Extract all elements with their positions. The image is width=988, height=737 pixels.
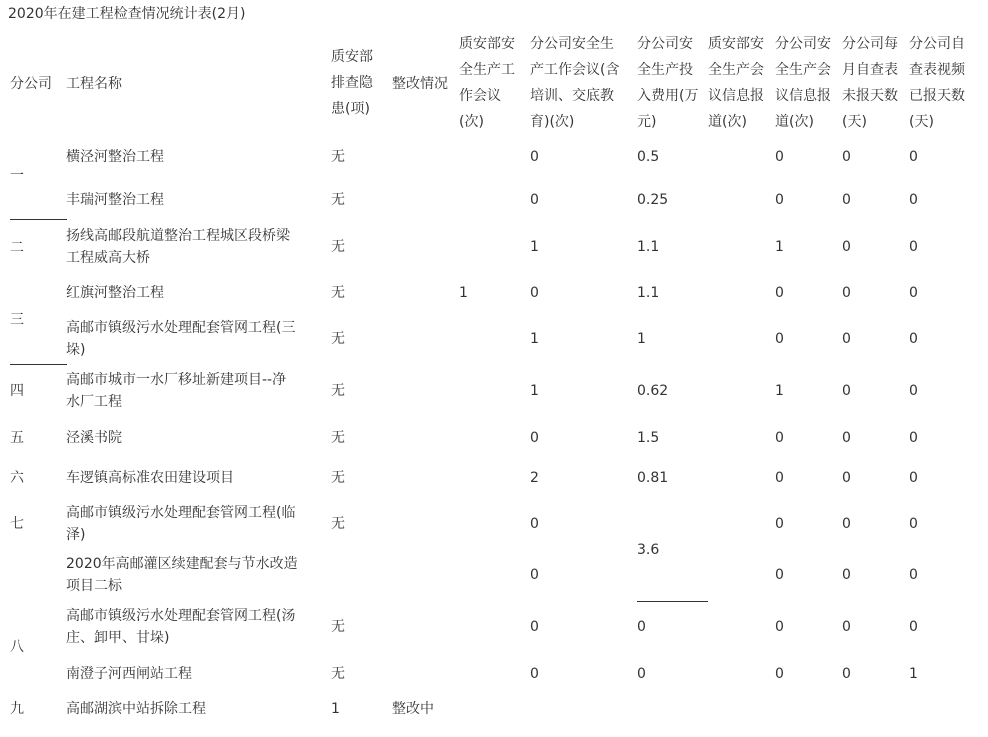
cell-br-meet: 0 [530, 666, 539, 682]
cell-hazard: 无 [331, 430, 345, 446]
header-c4-line: 质安部安 [459, 36, 515, 52]
header-c7-line: 议信息报 [708, 88, 764, 104]
cell-video: 0 [909, 331, 918, 347]
cell-br-info: 0 [775, 516, 784, 532]
header-c8-line: 议信息报 [775, 88, 831, 104]
cell-invest: 0.5 [637, 149, 660, 165]
branch-label: 九 [10, 701, 24, 717]
cell-br-meet: 1 [530, 331, 539, 347]
header-c7-line: 质安部安 [708, 36, 764, 52]
project-name: 南澄子河西闸站工程 [66, 666, 192, 682]
header-c2-line: 患(项) [331, 101, 370, 117]
header-c9-line: 未报天数 [842, 88, 898, 104]
cell-unrep: 0 [842, 149, 851, 165]
branch-label: 四 [10, 383, 24, 399]
cell-br-info: 0 [775, 619, 784, 635]
project-name: 庄、卸甲、甘垛) [66, 630, 170, 646]
branch-label: 一 [10, 168, 24, 184]
cell-invest: 0.81 [637, 470, 669, 486]
project-name: 工程威高大桥 [66, 250, 150, 266]
cell-hazard: 无 [331, 149, 345, 165]
project-name: 2020年高邮灌区续建配套与节水改造 [66, 556, 298, 572]
header-c7-line: 道(次) [708, 114, 747, 130]
cell-hazard: 1 [331, 701, 340, 717]
project-name: 高邮市镇级污水处理配套管网工程(三 [66, 320, 296, 336]
project-name: 红旗河整治工程 [66, 285, 164, 301]
cell-hazard: 无 [331, 666, 345, 682]
header-c9-line: 月自查表 [842, 62, 898, 78]
cell-br-info: 0 [775, 567, 784, 583]
cell-invest: 1.5 [637, 430, 660, 446]
header-c10-line: 查表视频 [909, 62, 965, 78]
cell-hazard: 无 [331, 383, 345, 399]
cell-unrep: 0 [842, 430, 851, 446]
project-name: 丰瑞河整治工程 [66, 192, 164, 208]
header-c10-line: (天) [909, 114, 934, 130]
header-c6-line: 入费用(万 [637, 88, 699, 104]
cell-br-meet: 1 [530, 383, 539, 399]
header-c0-line: 分公司 [10, 76, 52, 92]
header-c2-line: 质安部 [331, 49, 373, 65]
cell-br-info: 1 [775, 383, 784, 399]
header-c10-line: 已报天数 [909, 88, 965, 104]
branch-label: 五 [10, 430, 24, 446]
project-name: 泾溪书院 [66, 430, 122, 446]
cell-video: 0 [909, 239, 918, 255]
header-c5-line: 产工作会议(含 [530, 62, 620, 78]
table-title: 2020年在建工程检查情况统计表(2月) [8, 6, 246, 22]
cell-br-meet: 1 [530, 239, 539, 255]
cell-unrep: 0 [842, 192, 851, 208]
cell-hazard: 无 [331, 516, 345, 532]
cell-br-info: 0 [775, 470, 784, 486]
cell-hazard: 无 [331, 331, 345, 347]
cell-br-meet: 0 [530, 149, 539, 165]
cell-unrep: 0 [842, 666, 851, 682]
cell-hazard: 无 [331, 470, 345, 486]
branch-label: 八 [10, 639, 24, 655]
header-c4-line: 全生产工 [459, 62, 515, 78]
header-c6-line: 元) [637, 114, 657, 130]
cell-br-info: 0 [775, 285, 784, 301]
cell-br-meet: 0 [530, 285, 539, 301]
project-name: 垛) [66, 342, 86, 358]
cell-video: 0 [909, 430, 918, 446]
cell-video: 0 [909, 470, 918, 486]
cell-video: 0 [909, 619, 918, 635]
cell-unrep: 0 [842, 567, 851, 583]
cell-br-info: 0 [775, 331, 784, 347]
header-c2-line: 排查隐 [331, 75, 373, 91]
project-name: 高邮市镇级污水处理配套管网工程(临 [66, 505, 296, 521]
header-c1-line: 工程名称 [66, 76, 122, 92]
header-c9-line: 分公司每 [842, 36, 898, 52]
cell-unrep: 0 [842, 383, 851, 399]
cell-divider [10, 219, 67, 220]
cell-divider [10, 364, 67, 365]
project-name: 项目二标 [66, 578, 122, 594]
project-name: 扬线高邮段航道整治工程城区段桥梁 [66, 228, 290, 244]
cell-hazard: 无 [331, 239, 345, 255]
branch-label: 三 [10, 312, 24, 328]
branch-label: 六 [10, 470, 24, 486]
cell-hazard: 无 [331, 619, 345, 635]
cell-br-info: 0 [775, 192, 784, 208]
project-name: 泽) [66, 527, 86, 543]
project-name: 高邮市城市一水厂移址新建项目--净 [66, 372, 287, 388]
header-c8-line: 道(次) [775, 114, 814, 130]
project-name: 高邮湖滨中站拆除工程 [66, 701, 206, 717]
cell-invest: 0 [637, 666, 646, 682]
cell-invest: 1.1 [637, 239, 660, 255]
project-name: 水厂工程 [66, 394, 122, 410]
cell-video: 0 [909, 192, 918, 208]
header-c7-line: 全生产会 [708, 62, 764, 78]
cell-hazard: 无 [331, 285, 345, 301]
cell-invest: 0.25 [637, 192, 669, 208]
cell-unrep: 0 [842, 285, 851, 301]
cell-br-meet: 0 [530, 567, 539, 583]
branch-label: 二 [10, 240, 24, 256]
branch-label: 七 [10, 516, 24, 532]
cell-br-meet: 0 [530, 192, 539, 208]
cell-unrep: 0 [842, 470, 851, 486]
cell-unrep: 0 [842, 331, 851, 347]
cell-video: 1 [909, 666, 918, 682]
cell-br-meet: 0 [530, 516, 539, 532]
header-c6-line: 分公司安 [637, 36, 693, 52]
cell-invest: 1 [637, 331, 646, 347]
cell-br-meet: 0 [530, 430, 539, 446]
cell-invest: 3.6 [637, 542, 660, 558]
header-c5-line: 培训、交底教 [530, 88, 614, 104]
cell-rect: 整改中 [392, 701, 434, 717]
project-name: 高邮市镇级污水处理配套管网工程(汤 [66, 608, 296, 624]
cell-invest: 0 [637, 619, 646, 635]
project-name: 横泾河整治工程 [66, 149, 164, 165]
cell-video: 0 [909, 516, 918, 532]
cell-video: 0 [909, 567, 918, 583]
project-name: 车逻镇高标准农田建设项目 [66, 470, 234, 486]
cell-br-info: 1 [775, 239, 784, 255]
header-c4-line: 作会议 [459, 88, 501, 104]
header-c5-line: 育)(次) [530, 114, 575, 130]
header-c5-line: 分公司安全生 [530, 36, 614, 52]
cell-unrep: 0 [842, 516, 851, 532]
cell-video: 0 [909, 285, 918, 301]
header-c8-line: 分公司安 [775, 36, 831, 52]
cell-divider [637, 601, 708, 602]
cell-hazard: 无 [331, 192, 345, 208]
header-c8-line: 全生产会 [775, 62, 831, 78]
cell-video: 0 [909, 149, 918, 165]
cell-video: 0 [909, 383, 918, 399]
cell-br-meet: 2 [530, 470, 539, 486]
header-c9-line: (天) [842, 114, 867, 130]
cell-br-info: 0 [775, 430, 784, 446]
cell-br-info: 0 [775, 149, 784, 165]
header-c3-line: 整改情况 [392, 76, 448, 92]
cell-invest: 1.1 [637, 285, 660, 301]
header-c6-line: 全生产投 [637, 62, 693, 78]
cell-br-info: 0 [775, 666, 784, 682]
cell-invest: 0.62 [637, 383, 669, 399]
header-c4-line: (次) [459, 114, 484, 130]
cell-qa-meet: 1 [459, 285, 468, 301]
cell-unrep: 0 [842, 619, 851, 635]
cell-unrep: 0 [842, 239, 851, 255]
header-c10-line: 分公司自 [909, 36, 965, 52]
cell-br-meet: 0 [530, 619, 539, 635]
